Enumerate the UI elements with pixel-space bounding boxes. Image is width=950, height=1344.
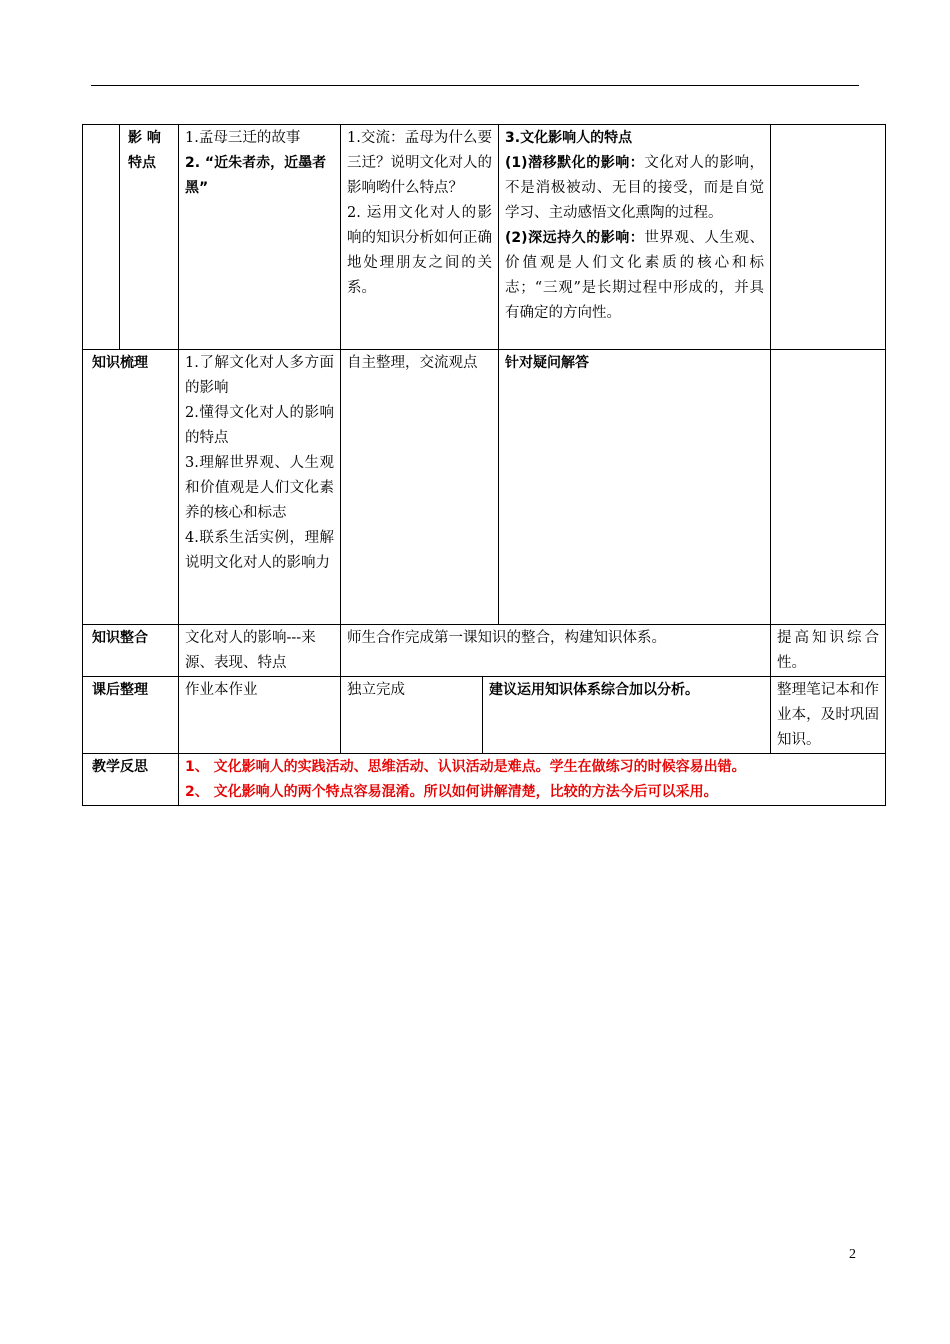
content-item-2: 2.懂得文化对人的影响的特点	[185, 405, 334, 446]
row-label: 课后整理	[92, 682, 148, 698]
reflection-line-1: 1、 文化影响人的实践活动、思维活动、认识活动是难点。学生在做练习的时候容易出错。	[185, 759, 746, 775]
table-row-influence-features	[83, 125, 886, 350]
note-text: 整理笔记本和作业本，及时巩固知识。	[777, 682, 880, 748]
row-label: 教学反思	[92, 759, 148, 775]
content-cell	[179, 350, 341, 625]
row-label-cell	[83, 625, 179, 677]
guide-point-2-label: (2)深远持久的影响：	[505, 230, 645, 246]
activity-item-2: 2. 运用文化对人的影响的知识分析如何正确地处理朋友之间的关系。	[347, 205, 493, 296]
row-label: 知识整合	[92, 630, 148, 646]
page-number: 2	[849, 1247, 856, 1262]
guide-cell	[499, 125, 771, 350]
guide-cell	[483, 677, 771, 754]
activity-cell	[341, 677, 483, 754]
row-label: 知识梳理	[92, 355, 148, 371]
sub-label-cell	[120, 125, 179, 350]
note-text: 提高知识综合性。	[777, 630, 880, 671]
content-text: 文化对人的影响---来源、表现、特点	[185, 630, 316, 671]
lesson-plan-table	[82, 124, 886, 806]
row-label-cell	[83, 754, 179, 806]
activity-cell	[341, 625, 771, 677]
activity-text: 独立完成	[347, 682, 405, 698]
content-cell	[179, 125, 341, 350]
guide-text: 建议运用知识体系综合加以分析。	[489, 682, 699, 698]
header-rule	[91, 85, 859, 86]
activity-item-1: 1.交流：孟母为什么要三迁？说明文化对人的影响哟什么特点？	[347, 130, 493, 196]
activity-cell	[341, 125, 499, 350]
table-row-teaching-reflection	[83, 754, 886, 806]
guide-point-1-text: 文化对人的影响，不是消极被动、无目的接受，而是自觉学习、主动感悟文化熏陶的过程。	[505, 155, 765, 221]
content-item-4: 4.联系生活实例，理解说明文化对人的影响力	[185, 530, 334, 571]
activity-cell	[341, 350, 499, 625]
content-item-1: 1.了解文化对人多方面的影响	[185, 355, 334, 396]
note-cell	[771, 125, 886, 350]
content-item-3: 3.理解世界观、人生观和价值观是人们文化素养的核心和标志	[185, 455, 334, 521]
table-row-knowledge-integration	[83, 625, 886, 677]
content-item-2: 2. “近朱者赤，近墨者黑”	[185, 155, 327, 196]
activity-text: 师生合作完成第一课知识的整合，构建知识体系。	[347, 630, 666, 646]
table-row-knowledge-review	[83, 350, 886, 625]
table-row-after-class	[83, 677, 886, 754]
empty-section-cell	[83, 125, 120, 350]
guide-text: 针对疑问解答	[505, 355, 590, 371]
note-cell	[771, 625, 886, 677]
note-cell	[771, 677, 886, 754]
note-cell	[771, 350, 886, 625]
reflection-cell	[179, 754, 886, 806]
content-text: 作业本作业	[185, 682, 258, 698]
content-item-1: 1.孟母三迁的故事	[185, 130, 301, 146]
content-cell	[179, 677, 341, 754]
guide-cell	[499, 350, 771, 625]
guide-title: 3.文化影响人的特点	[505, 130, 633, 146]
guide-point-2-text: 世界观、人生观、价值观是人们文化素质的核心和标志；“三观”是长期过程中形成的，并具有确定的方向性。	[505, 230, 765, 321]
activity-text: 自主整理，交流观点	[347, 355, 478, 371]
row-label-cell	[83, 350, 179, 625]
content-cell	[179, 625, 341, 677]
row-label-cell	[83, 677, 179, 754]
guide-point-1-label: (1)潜移默化的影响：	[505, 155, 645, 171]
reflection-line-2: 2、 文化影响人的两个特点容易混淆。所以如何讲解清楚，比较的方法今后可以采用。	[185, 784, 718, 800]
sub-label: 影 响 特点	[128, 130, 161, 171]
